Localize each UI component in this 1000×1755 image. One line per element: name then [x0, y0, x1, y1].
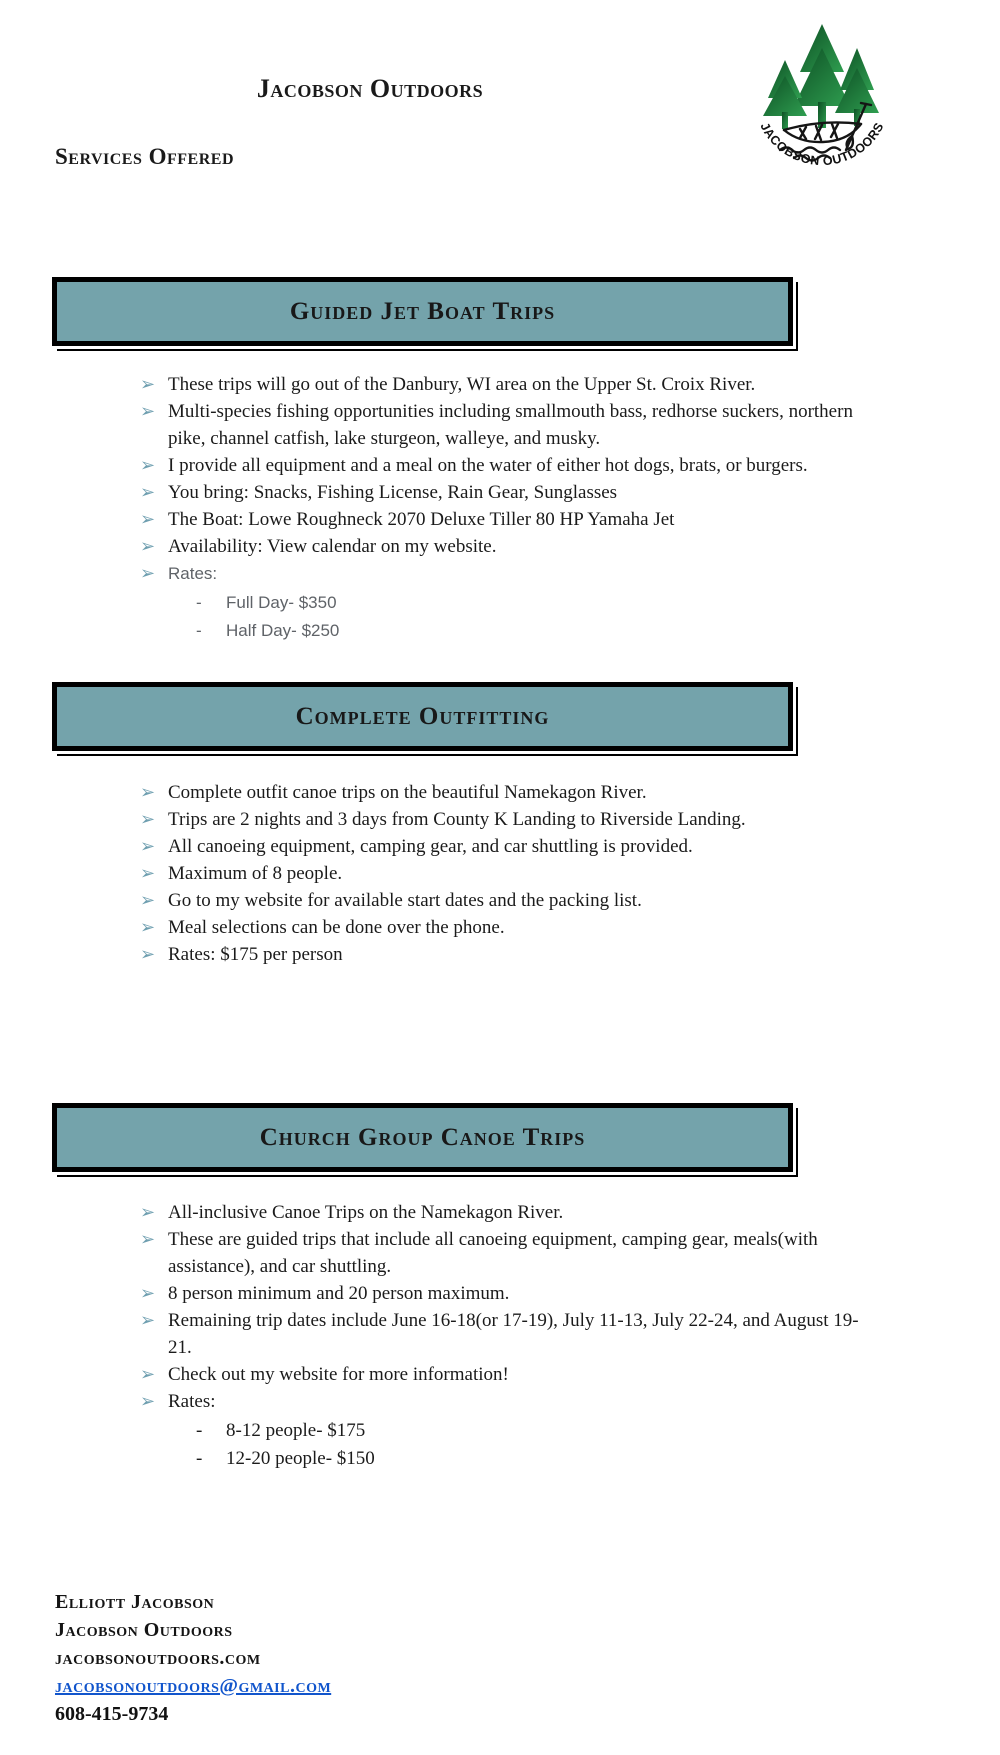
bullet-text: All canoeing equipment, camping gear, and car shuttling is provided. [168, 836, 693, 857]
bullet-item [140, 806, 868, 833]
bullet-item [140, 941, 868, 968]
bullet-item [140, 833, 868, 860]
bullet-text: Rates: $175 per person [168, 944, 343, 965]
bullet-item [140, 398, 868, 452]
rates-sublist [196, 1417, 868, 1473]
bullet-item [140, 1388, 868, 1473]
dash-icon: - [196, 621, 202, 640]
bullet-arrow-icon: ➢ [140, 1391, 156, 1412]
sub-item [196, 1445, 868, 1473]
bullet-text: Rates: [168, 564, 218, 583]
bullet-text: Rates: [168, 1391, 216, 1412]
bullet-arrow-icon: ➢ [140, 401, 156, 422]
bullet-text: Multi-species fishing opportunities including smallmouth bass, redhorse suckers, northern pike, channel catfish, lake sturgeon, walleye, and musky. [168, 401, 853, 449]
section-header-guided-jet-boat-trips [52, 277, 793, 346]
bullet-item [140, 860, 868, 887]
bullet-item [140, 887, 868, 914]
bullet-text: Meal selections can be done over the phone. [168, 917, 505, 938]
bullet-arrow-icon: ➢ [140, 536, 156, 557]
bullet-text: Go to my website for available start dates and the packing list. [168, 890, 642, 911]
sub-item-text: Half Day- $250 [226, 621, 340, 640]
contact-company: Jacobson Outdoors [55, 1619, 233, 1641]
sub-item-text: 12-20 people- $150 [226, 1448, 375, 1469]
bullet-text: These are guided trips that include all canoeing equipment, camping gear, meals(with assistance), and car shuttling. [168, 1229, 818, 1277]
logo-arc-text: JACOBSON OUTDOORS [757, 120, 887, 169]
section-title: Complete Outfitting [295, 702, 550, 730]
bullet-arrow-icon: ➢ [140, 563, 156, 584]
bullet-text: Trips are 2 nights and 3 days from County K Landing to Riverside Landing. [168, 809, 746, 830]
bullet-arrow-icon: ➢ [140, 482, 156, 503]
complete-outfitting-list [140, 779, 868, 968]
bullet-item [140, 479, 868, 506]
bullet-item [140, 1307, 868, 1361]
bullet-item [140, 506, 868, 533]
bullet-text: Complete outfit canoe trips on the beautiful Namekagon River. [168, 782, 647, 803]
section-title: Guided Jet Boat Trips [289, 297, 556, 325]
bullet-item [140, 560, 868, 645]
page-title: Jacobson Outdoors [256, 74, 484, 103]
bullet-item [140, 452, 868, 479]
sub-item [196, 1417, 868, 1445]
bullet-item [140, 1361, 868, 1388]
dash-icon: - [196, 1420, 203, 1441]
bullet-text: The Boat: Lowe Roughneck 2070 Deluxe Tiller 80 HP Yamaha Jet [168, 509, 675, 530]
bullet-item [140, 371, 868, 398]
bullet-arrow-icon: ➢ [140, 917, 156, 938]
bullet-arrow-icon: ➢ [140, 1310, 156, 1331]
church-group-canoe-trips-list [140, 1199, 868, 1473]
bullet-item [140, 779, 868, 806]
bullet-item [140, 1199, 868, 1226]
contact-name: Elliott Jacobson [55, 1591, 215, 1613]
dash-icon: - [196, 593, 202, 612]
dash-icon: - [196, 1448, 203, 1469]
bullet-arrow-icon: ➢ [140, 890, 156, 911]
bullet-arrow-icon: ➢ [140, 509, 156, 530]
rates-sublist [196, 589, 868, 645]
jacobson-outdoors-logo [748, 10, 896, 178]
bullet-item [140, 1280, 868, 1307]
bullet-item [140, 533, 868, 560]
bullet-text: 8 person minimum and 20 person maximum. [168, 1283, 510, 1304]
bullet-text: I provide all equipment and a meal on the water of either hot dogs, brats, or burgers. [168, 455, 808, 476]
bullet-text: Remaining trip dates include June 16-18(or 17-19), July 11-13, July 22-24, and August 19-21. [168, 1310, 859, 1358]
bullet-arrow-icon: ➢ [140, 944, 156, 965]
bullet-item [140, 914, 868, 941]
bullet-arrow-icon: ➢ [140, 455, 156, 476]
bullet-arrow-icon: ➢ [140, 782, 156, 803]
bullet-text: All-inclusive Canoe Trips on the Namekagon River. [168, 1202, 564, 1223]
bullet-text: Maximum of 8 people. [168, 863, 343, 884]
sub-item [196, 617, 868, 645]
email-link[interactable]: jacobsonoutdoors@gmail.com [55, 1675, 332, 1697]
bullet-arrow-icon: ➢ [140, 836, 156, 857]
bullet-arrow-icon: ➢ [140, 1202, 156, 1223]
contact-phone: 608-415-9734 [55, 1703, 169, 1725]
sub-item [196, 589, 868, 617]
contact-website: jacobsonoutdoors.com [55, 1647, 261, 1669]
section-title: Church Group Canoe Trips [259, 1123, 586, 1151]
section-header-church-group-canoe-trips [52, 1103, 793, 1172]
bullet-arrow-icon: ➢ [140, 809, 156, 830]
services-offered-heading: Services Offered [55, 144, 235, 169]
bullet-text: These trips will go out of the Danbury, WI area on the Upper St. Croix River. [168, 374, 756, 395]
bullet-text: Check out my website for more information! [168, 1364, 509, 1385]
bullet-arrow-icon: ➢ [140, 1364, 156, 1385]
bullet-arrow-icon: ➢ [140, 1283, 156, 1304]
bullet-arrow-icon: ➢ [140, 1229, 156, 1250]
sub-item-text: Full Day- $350 [226, 593, 337, 612]
contact-block [55, 1588, 331, 1728]
bullet-text: You bring: Snacks, Fishing License, Rain Gear, Sunglasses [168, 482, 618, 503]
sub-item-text: 8-12 people- $175 [226, 1420, 366, 1441]
bullet-text: Availability: View calendar on my website. [168, 536, 497, 557]
bullet-arrow-icon: ➢ [140, 863, 156, 884]
bullet-arrow-icon: ➢ [140, 374, 156, 395]
guided-jet-boat-trips-list [140, 371, 868, 645]
bullet-item [140, 1226, 868, 1280]
section-header-complete-outfitting [52, 682, 793, 751]
